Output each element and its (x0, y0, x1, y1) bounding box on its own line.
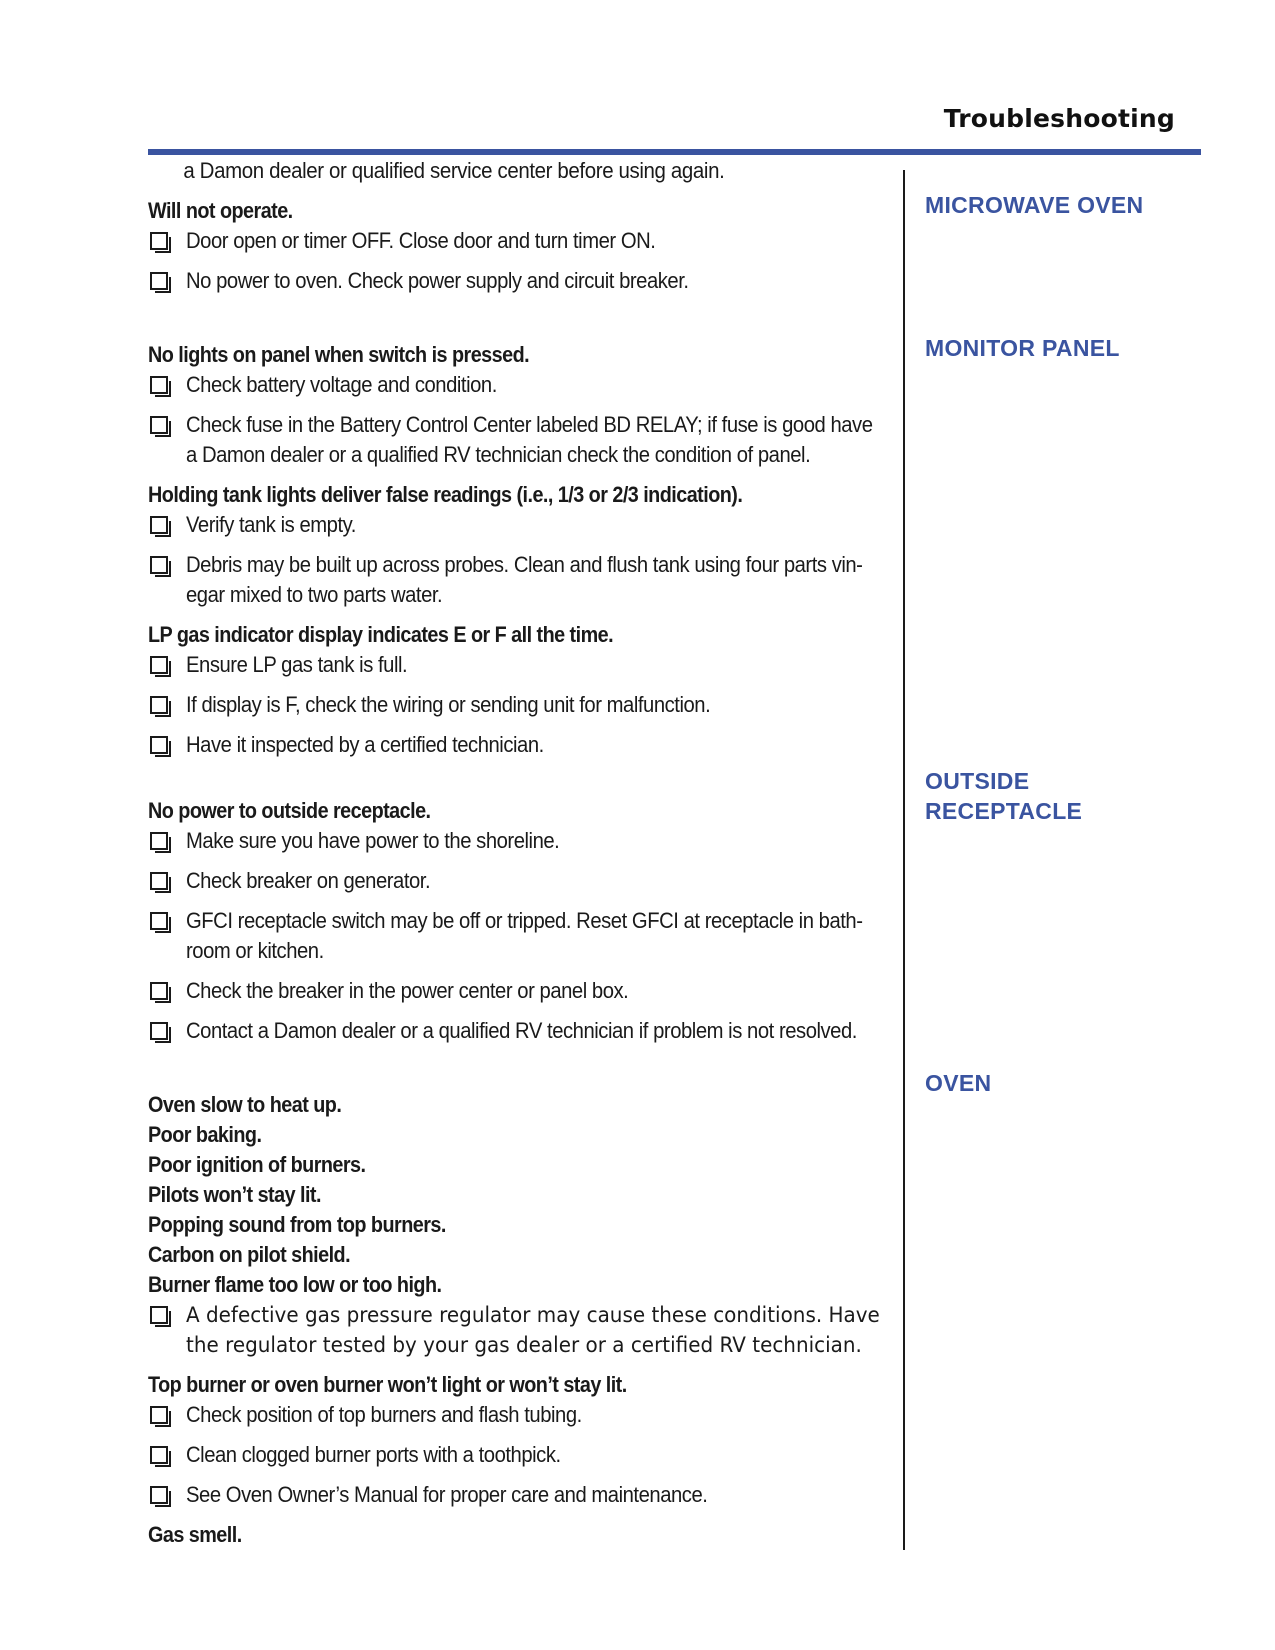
checkbox-icon (150, 516, 168, 534)
question: Popping sound from top burners. (148, 1212, 446, 1237)
checkbox-icon (150, 872, 168, 890)
checkbox-icon (150, 1306, 168, 1324)
list-item: Contact a Damon dealer or a qualified RV technician if problem is not resolved. (148, 1016, 888, 1046)
section-oven (148, 1090, 888, 1550)
checkbox-icon (150, 1406, 168, 1424)
question: Carbon on pilot shield. (148, 1242, 351, 1267)
section-microwave (148, 196, 888, 296)
checkbox-icon (150, 736, 168, 754)
list-item: Check battery voltage and condition. (148, 370, 888, 400)
question: Oven slow to heat up. (148, 1092, 342, 1117)
main-content (148, 156, 888, 1550)
side-label-outside-line1: OUTSIDE (925, 768, 1030, 794)
list-item: A defective gas pressure regulator may cause these conditions. Have the regulator tested by your gas dealer or a certified RV technician. (148, 1300, 888, 1360)
list-item: Have it inspected by a certified technician. (148, 730, 888, 760)
checkbox-icon (150, 1446, 168, 1464)
intro-text: a Damon dealer or qualified service center before using again. (183, 158, 725, 183)
checkbox-icon (150, 832, 168, 850)
question: Poor baking. (148, 1122, 262, 1147)
list-item: Check the breaker in the power center or panel box. (148, 976, 888, 1006)
question: Burner flame too low or too high. (148, 1272, 442, 1297)
list-item: Make sure you have power to the shoreline. (148, 826, 888, 856)
side-label-outside-line2: RECEPTACLE (925, 798, 1083, 824)
checkbox-icon (150, 416, 168, 434)
section-monitor (148, 340, 888, 760)
checkbox-icon (150, 696, 168, 714)
checkbox-icon (150, 656, 168, 674)
spacer (148, 1056, 888, 1090)
list-item: No power to oven. Check power supply and circuit breaker. (148, 266, 888, 296)
question: Gas smell. (148, 1522, 242, 1547)
question: Pilots won’t stay lit. (148, 1182, 321, 1207)
question: No power to outside receptacle. (148, 798, 431, 823)
side-label-outside (925, 766, 1082, 826)
page-title: Troubleshooting (943, 104, 1175, 133)
list-item: Ensure LP gas tank is full. (148, 650, 888, 680)
side-label-monitor: MONITOR PANEL (925, 335, 1120, 361)
spacer (148, 770, 888, 796)
list-item: GFCI receptacle switch may be off or tripped. Reset GFCI at receptacle in bath-room or kitchen. (148, 906, 888, 966)
header-rule (148, 149, 1201, 155)
checkbox-icon (150, 232, 168, 250)
checkbox-icon (150, 272, 168, 290)
list-item: Check fuse in the Battery Control Center labeled BD RELAY; if fuse is good have a Damon dealer or a qualified RV technician check the condition of panel. (148, 410, 888, 470)
question: Will not operate. (148, 198, 293, 223)
question: Holding tank lights deliver false readings (i.e., 1/3 or 2/3 indication). (148, 482, 743, 507)
checkbox-icon (150, 1486, 168, 1504)
checkbox-icon (150, 912, 168, 930)
question: Poor ignition of burners. (148, 1152, 366, 1177)
list-item: Verify tank is empty. (148, 510, 888, 540)
list-item: Check breaker on generator. (148, 866, 888, 896)
list-item: See Oven Owner’s Manual for proper care and maintenance. (148, 1480, 888, 1510)
list-item: Door open or timer OFF. Close door and turn timer ON. (148, 226, 888, 256)
question: No lights on panel when switch is pressed. (148, 342, 530, 367)
checkbox-icon (150, 982, 168, 1000)
section-outside-receptacle (148, 796, 888, 1046)
checkbox-icon (150, 556, 168, 574)
side-label-oven: OVEN (925, 1070, 992, 1096)
spacer (148, 306, 888, 340)
list-item: If display is F, check the wiring or sending unit for malfunction. (148, 690, 888, 720)
question: Top burner or oven burner won’t light or won’t stay lit. (148, 1372, 627, 1397)
side-label-microwave: MICROWAVE OVEN (925, 192, 1144, 218)
list-item: Check position of top burners and flash tubing. (148, 1400, 888, 1430)
checkbox-icon (150, 1022, 168, 1040)
list-item: Debris may be built up across probes. Clean and flush tank using four parts vin-egar mixed to two parts water. (148, 550, 888, 610)
question: LP gas indicator display indicates E or F all the time. (148, 622, 614, 647)
checkbox-icon (150, 376, 168, 394)
list-item: Clean clogged burner ports with a toothpick. (148, 1440, 888, 1470)
